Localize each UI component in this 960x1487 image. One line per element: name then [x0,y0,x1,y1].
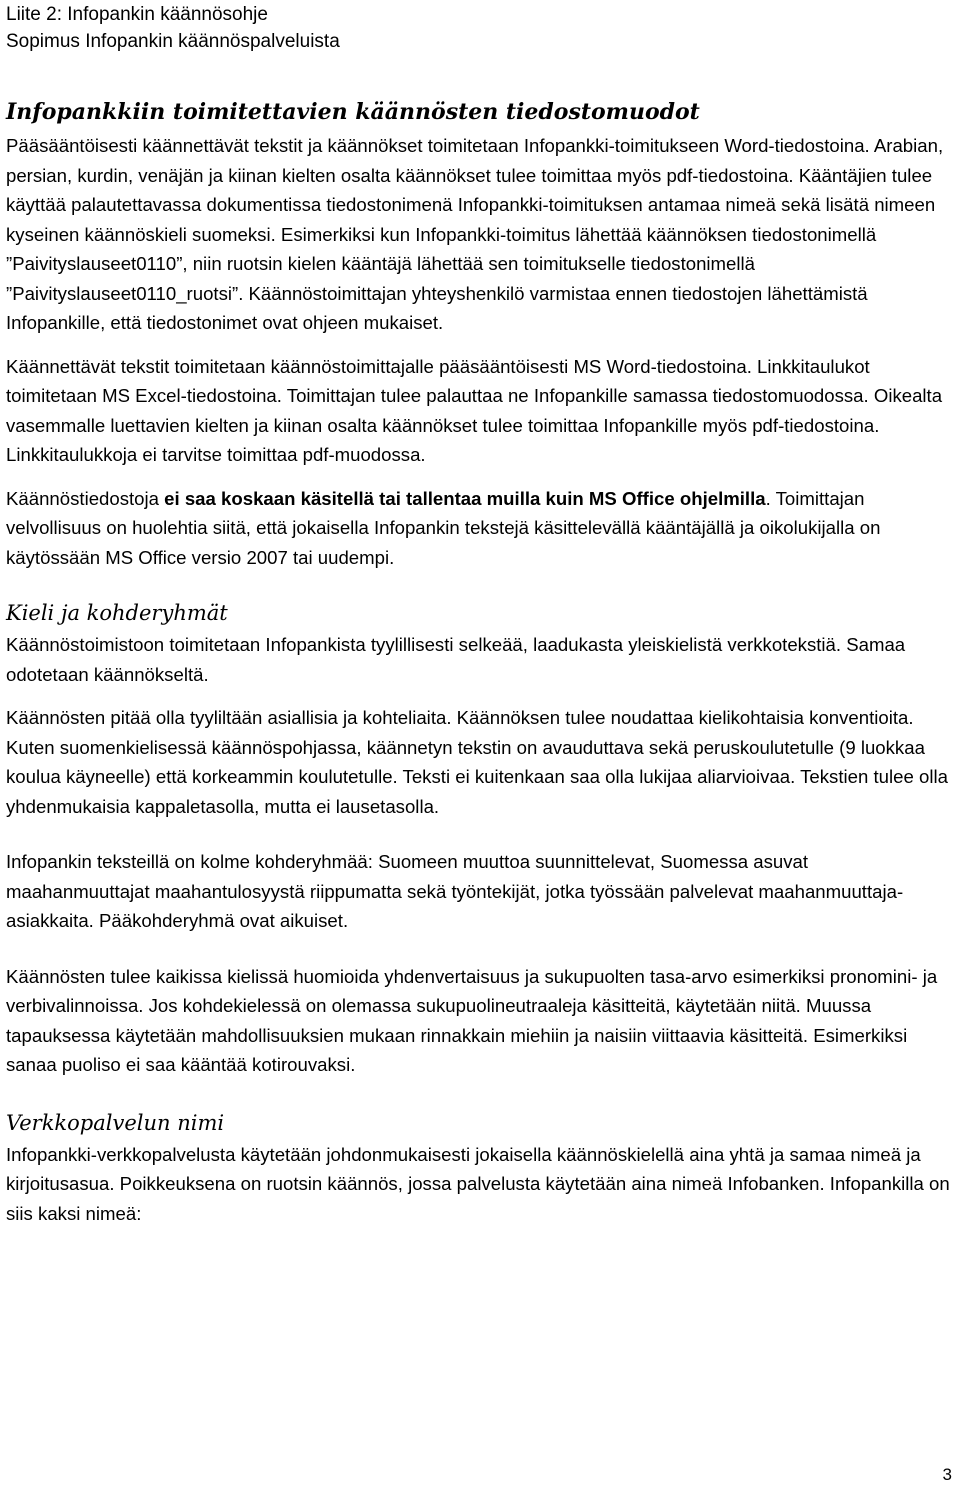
section-heading-language: Kieli ja kohderyhmät [6,601,228,625]
document-header [6,0,954,55]
ms-office-text-start: Käännöstiedostoja [6,487,165,509]
ms-office-text-end: . Toimittajan velvollisuus on huolehtia siitä, että jokaisella Infopankin tekstejä käsittelevällä kääntäjällä ja oikolukijalla on käytössään MS Office versio 2007 tai uudempi. [6,487,881,568]
section-file-formats [6,97,954,572]
paragraph-service-name: Infopankki-verkkopalvelusta käytetään johdonmukaisesti jokaisella käännöskielellä aina yhtä ja samaa nimeä ja kirjoitusasua. Poikkeuksena on ruotsin käännös, jossa palvelusta käytetään aina nimeä Infobanken. Infopankilla on siis kaksi nimeä: [6,1143,950,1224]
paragraph-audiences: Infopankin teksteillä on kolme kohderyhmää: Suomeen muuttoa suunnittelevat, Suomessa asuvat maahanmuuttajat maahantulosyystä riippumatta sekä työntekijät, jotka työssään palvelevat maahanmuuttaja-asiakkaita. Pääkohderyhmä ovat aikuiset. [6,851,904,931]
section-heading-service-name: Verkkopalvelun nimi [6,1110,225,1135]
page-number: 3 [942,1465,952,1484]
paragraph-file-types: Käännettävät tekstit toimitetaan käännöstoimittajalle pääsääntöisesti MS Word-tiedostoina. Linkkitaulukot toimitetaan MS Excel-tiedostoina. Toimittajan tulee palauttaa ne Infopankille samassa tiedostomuodossa. Oikealta vasemmalle luettavien kielten ja kiinan osalta käännökset tulee toimittaa Infopankille myös pdf-tiedostoina. Linkkitaulukkoja ei tarvitse toimittaa pdf-muodossa. [6,355,943,465]
paragraph-language-quality: Käännöstoimistoon toimitetaan Infopankista tyylillisesti selkeää, laadukasta yleiskielistä verkkotekstiä. Samaa odotetaan käännökseltä. [6,634,906,685]
paragraph-ms-office [6,484,954,573]
document-page [6,0,954,1242]
ms-office-warning: ei saa koskaan käsitellä tai tallentaa muilla kuin MS Office ohjelmilla [164,487,766,509]
section-service-name [6,1108,954,1229]
agreement-title: Sopimus Infopankin käännöspalveluista [6,31,340,52]
paragraph-equality: Käännösten tulee kaikissa kielissä huomioida yhdenvertaisuus ja sukupuolten tasa-arvo esimerkiksi pronomini- ja verbivalinnoissa. Jos kohdekielessä on olemassa sukupuolineutraaleja käsitteitä, käytetään niitä. Muussa tapauksessa käytetään mahdollisuuksien mukaan rinnakkain miehiin ja naisiin viittaavia käsitteitä. Esimerkiksi sanaa puoliso ei saa kääntää kotirouvaksi. [6,965,938,1075]
section-heading-file-formats: Infopankkiin toimitettavien käännösten tiedostomuodot [6,99,700,125]
paragraph-file-naming: Pääsääntöisesti käännettävät tekstit ja käännökset toimitetaan Infopankki-toimitukseen Word-tiedostoina. Arabian, persian, kurdin, venäjän ja kiinan kielten osalta käännökset tulee toimittaa myös pdf-tiedostoina. Kääntäjien tulee käyttää palautettavassa dokumentissa tiedostonimenä Infopankki-toimituksen antamaa nimeä sekä lisätä nimeen kyseinen käännöskieli suomeksi. Esimerkiksi kun Infopankki-toimitus lähettää käännöksen tiedostonimellä ”Paivityslauseet0110”, niin ruotsin kielen kääntäjä lähettää sen toimitukselle tiedostonimellä ”Paivityslauseet0110_ruotsi”. Käännöstoimittajan yhteyshenkilö varmistaa ennen tiedostojen lähettämistä Infopankille, että tiedostonimet ovat ohjeen mukaiset. [6,135,944,333]
appendix-title: Liite 2: Infopankin käännösohje [6,4,268,25]
section-language-audiences [6,598,954,1080]
paragraph-style: Käännösten pitää olla tyyliltään asiallisia ja kohteliaita. Käännöksen tulee noudattaa kielikohtaisia konventioita. Kuten suomenkielisessä käännöspohjassa, käännetyn tekstin on avauduttava sekä peruskoulutetulle (9 luokkaa koulua käyneelle) että korkeammin koulutetulle. Teksti ei kuitenkaan saa olla lukijaa aliarvioivaa. Tekstien tulee olla yhdenmukaisia kappaletasolla, mutta ei lausetasolla. [6,707,948,817]
